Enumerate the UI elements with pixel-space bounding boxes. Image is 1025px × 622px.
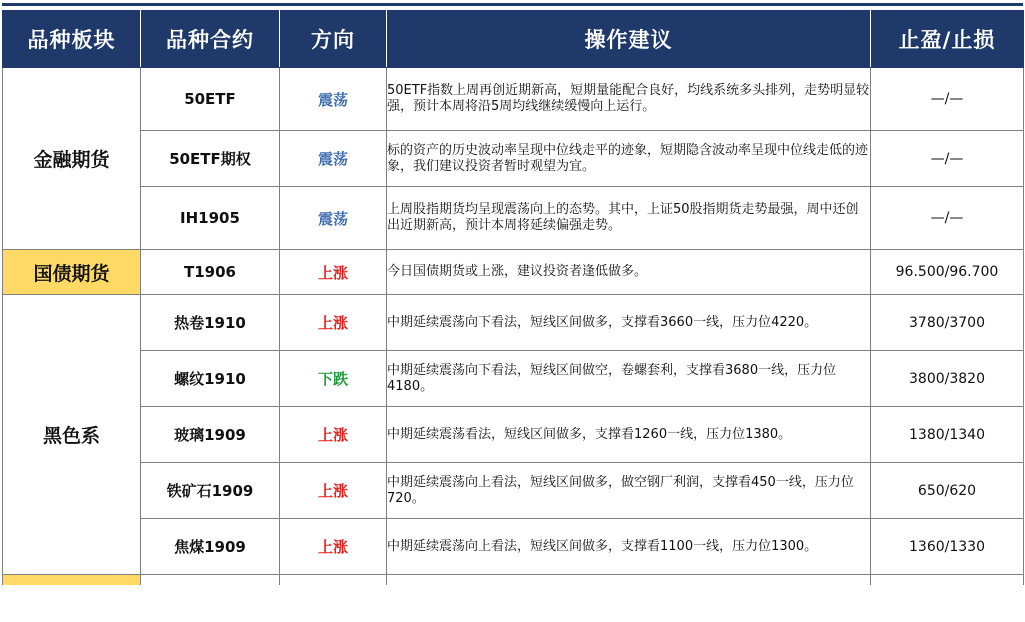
header-tp-sl: 止盈/止损 (871, 11, 1024, 68)
sector-cell-treasury: 国债期货 (3, 250, 141, 295)
top-rule (2, 3, 1023, 6)
direction-cell: 上涨 (280, 519, 387, 575)
table-row (3, 351, 1024, 407)
direction-cell: 上涨 (280, 407, 387, 463)
table-row (3, 295, 1024, 351)
advice-cell: 上周股指期货均呈现震荡向上的态势。其中，上证50股指期货走势最强，周中还创出近期新高，预计本周将延续偏强走势。 (387, 187, 871, 250)
sector-cell-ferrous: 黑色系 (3, 295, 141, 575)
contract-cell: 螺纹1910 (141, 351, 280, 407)
contract-cell: 铁矿石1909 (141, 463, 280, 519)
table-header-row (3, 11, 1024, 68)
table-row-partial (3, 575, 1024, 586)
direction-cell: 下跌 (280, 351, 387, 407)
contract-cell-partial (141, 575, 280, 586)
header-sector: 品种板块 (3, 11, 141, 68)
futures-strategy-table (2, 10, 1024, 585)
direction-cell: 上涨 (280, 295, 387, 351)
tp-sl-cell: 1380/1340 (871, 407, 1024, 463)
sector-cell-financial: 金融期货 (3, 68, 141, 250)
top-bar (0, 0, 1025, 9)
tp-sl-cell: —/— (871, 187, 1024, 250)
table-row (3, 407, 1024, 463)
advice-cell: 中期延续震荡向上看法，短线区间做多，支撑看1100一线，压力位1300。 (387, 519, 871, 575)
advice-cell: 今日国债期货或上涨，建议投资者逢低做多。 (387, 250, 871, 295)
advice-cell: 中期延续震荡向上看法，短线区间做多，做空钢厂利润，支撑看450一线，压力位720。 (387, 463, 871, 519)
contract-cell: 50ETF (141, 68, 280, 131)
direction-cell-partial (280, 575, 387, 586)
tp-sl-cell: 650/620 (871, 463, 1024, 519)
contract-cell: 热卷1910 (141, 295, 280, 351)
tp-sl-cell: 3780/3700 (871, 295, 1024, 351)
table-row (3, 68, 1024, 131)
tp-sl-cell-partial (871, 575, 1024, 586)
tp-sl-cell: 96.500/96.700 (871, 250, 1024, 295)
contract-cell: IH1905 (141, 187, 280, 250)
direction-cell: 上涨 (280, 463, 387, 519)
advice-cell: 标的资产的历史波动率呈现中位线走平的迹象，短期隐含波动率呈现中位线走低的迹象，我们建议投资者暂时观望为宜。 (387, 131, 871, 187)
direction-cell: 上涨 (280, 250, 387, 295)
contract-cell: 焦煤1909 (141, 519, 280, 575)
tp-sl-cell: —/— (871, 131, 1024, 187)
table-row (3, 187, 1024, 250)
tp-sl-cell: 3800/3820 (871, 351, 1024, 407)
advice-cell: 中期延续震荡向下看法，短线区间做空，卷螺套利，支撑看3680一线，压力位4180。 (387, 351, 871, 407)
advice-cell: 50ETF指数上周再创近期新高，短期量能配合良好，均线系统多头排列，走势明显较强，预计本周将沿5周均线继续缓慢向上运行。 (387, 68, 871, 131)
advice-cell: 中期延续震荡向下看法，短线区间做多，支撑看3660一线，压力位4220。 (387, 295, 871, 351)
table-row (3, 250, 1024, 295)
tp-sl-cell: —/— (871, 68, 1024, 131)
contract-cell: 玻璃1909 (141, 407, 280, 463)
table-row (3, 131, 1024, 187)
contract-cell: T1906 (141, 250, 280, 295)
header-advice: 操作建议 (387, 11, 871, 68)
contract-cell: 50ETF期权 (141, 131, 280, 187)
table-row (3, 519, 1024, 575)
direction-cell: 震荡 (280, 68, 387, 131)
advice-cell: 中期延续震荡看法，短线区间做多，支撑看1260一线，压力位1380。 (387, 407, 871, 463)
direction-cell: 震荡 (280, 187, 387, 250)
sector-cell-partial (3, 575, 141, 586)
direction-cell: 震荡 (280, 131, 387, 187)
advice-cell-partial (387, 575, 871, 586)
table-row (3, 463, 1024, 519)
tp-sl-cell: 1360/1330 (871, 519, 1024, 575)
header-contract: 品种合约 (141, 11, 280, 68)
header-direction: 方向 (280, 11, 387, 68)
